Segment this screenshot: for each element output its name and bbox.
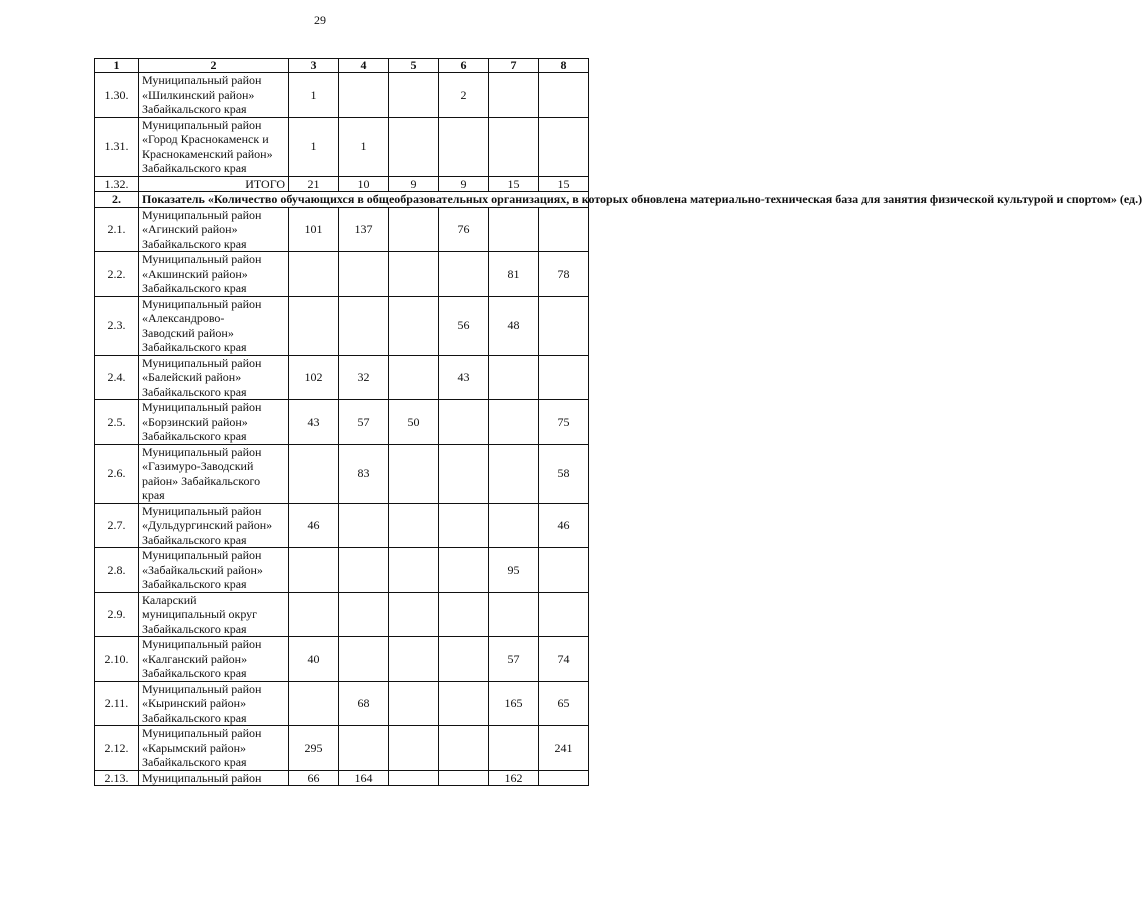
column-header: 1 (95, 59, 139, 73)
table-body (95, 58, 1142, 786)
region-name-line: Забайкальского края (142, 666, 247, 680)
value-cell: 32 (339, 355, 389, 400)
value-cell: 46 (289, 503, 339, 548)
value-cell: 295 (289, 726, 339, 771)
row-number: 2.6. (95, 444, 139, 503)
value-cell (439, 681, 489, 726)
region-name-line: «Дульдургинский район» (142, 518, 273, 532)
value-cell (389, 681, 439, 726)
region-name-line: «Шилкинский район» (142, 87, 255, 102)
region-name-line: «Акшинский район» (142, 266, 248, 281)
row-number: 2.5. (95, 400, 139, 445)
value-cell (389, 637, 439, 682)
region-name-line: «Агинский район» (142, 222, 238, 236)
value-cell (389, 207, 439, 252)
value-cell: 2 (439, 73, 489, 118)
value-cell (439, 726, 489, 771)
value-cell: 78 (539, 252, 589, 297)
value-cell (389, 252, 439, 297)
value-cell (339, 296, 389, 355)
table-row (95, 73, 589, 118)
value-cell: 75 (539, 400, 589, 445)
value-cell: 165 (489, 681, 539, 726)
value-cell: 66 (289, 770, 339, 786)
region-name-line: Муниципальный район (142, 400, 262, 414)
value-cell: 65 (539, 681, 589, 726)
value-cell: 40 (289, 637, 339, 682)
region-name-line: Муниципальный район (142, 117, 262, 132)
row-number: 2.10. (95, 637, 139, 682)
region-name-line: Забайкальского края (142, 621, 247, 636)
region-name-line: Муниципальный район (142, 444, 262, 459)
value-cell (439, 117, 489, 176)
value-cell (439, 252, 489, 297)
value-cell: 1 (289, 117, 339, 176)
value-cell: 1 (339, 117, 389, 176)
value-cell (439, 503, 489, 548)
value-cell (339, 592, 389, 637)
region-name-line: «Газимуро-Заводский (142, 459, 254, 473)
region-name-line: Забайкальского края (142, 340, 247, 354)
value-cell (489, 117, 539, 176)
value-cell: 76 (439, 207, 489, 252)
value-cell (339, 637, 389, 682)
value-cell (539, 548, 589, 593)
region-name (139, 770, 289, 786)
value-cell (289, 252, 339, 297)
value-cell: 81 (489, 252, 539, 297)
region-name-line: Забайкальского края (142, 384, 247, 399)
value-cell (389, 592, 439, 637)
value-cell: 10 (339, 176, 389, 192)
table-row (95, 207, 589, 252)
value-cell: 21 (289, 176, 339, 192)
region-name-line: Муниципальный район (142, 503, 262, 518)
value-cell (439, 444, 489, 503)
value-cell (489, 400, 539, 445)
value-cell: 101 (289, 207, 339, 252)
table-row (95, 592, 589, 637)
value-cell (339, 726, 389, 771)
region-name-line: «Кыринский район» (142, 696, 247, 710)
value-cell: 241 (539, 726, 589, 771)
table-row (95, 637, 589, 682)
row-number: 2.9. (95, 592, 139, 637)
region-name-line: Заводский район» (142, 325, 234, 340)
region-name-line: Муниципальный район (142, 252, 262, 266)
value-cell (389, 503, 439, 548)
value-cell: 58 (539, 444, 589, 503)
table-row (95, 726, 589, 771)
region-name (139, 681, 289, 726)
value-cell (539, 592, 589, 637)
value-cell: 164 (339, 770, 389, 786)
value-cell (439, 548, 489, 593)
region-name (139, 548, 289, 593)
region-name-line: Каларский (142, 592, 197, 607)
row-number: 2.7. (95, 503, 139, 548)
table-row (95, 548, 589, 593)
column-header: 8 (539, 59, 589, 73)
value-cell (289, 444, 339, 503)
row-number: 2.12. (95, 726, 139, 771)
region-name-line: Муниципальный район (142, 681, 262, 696)
section-number: 2. (95, 192, 139, 208)
row-number: 2.11. (95, 681, 139, 726)
row-number: 1.32. (95, 176, 139, 192)
region-name-line: Забайкальского края (142, 710, 247, 725)
value-cell (539, 355, 589, 400)
value-cell (489, 726, 539, 771)
value-cell: 46 (539, 503, 589, 548)
row-number: 2.4. (95, 355, 139, 400)
region-name-line: Муниципальный район (142, 73, 262, 87)
region-name-line: Муниципальный район (142, 770, 262, 785)
table-row (95, 400, 589, 445)
region-name (139, 207, 289, 252)
row-number: 2.1. (95, 207, 139, 252)
region-name-line: Забайкальского края (142, 532, 247, 547)
table-row (95, 503, 589, 548)
column-header: 7 (489, 59, 539, 73)
value-cell (439, 400, 489, 445)
value-cell (439, 592, 489, 637)
row-number: 2.2. (95, 252, 139, 297)
value-cell (489, 207, 539, 252)
section-title: Показатель «Количество обучающихся в общеобразовательных организациях, в которых обновлена материально-техническая база для занятия физической культурой и спортом» (ед.) (139, 192, 589, 208)
value-cell: 50 (389, 400, 439, 445)
page-number: 29 (314, 13, 326, 27)
region-name-line: Забайкальского края (142, 281, 247, 295)
region-name-line: Забайкальского края (142, 429, 247, 443)
value-cell: 15 (489, 176, 539, 192)
value-cell (539, 117, 589, 176)
region-name-line: «Калганский район» (142, 651, 248, 666)
value-cell (339, 252, 389, 297)
total-label: ИТОГО (139, 176, 289, 192)
value-cell (489, 444, 539, 503)
value-cell (539, 207, 589, 252)
row-number: 2.13. (95, 770, 139, 786)
row-number: 2.3. (95, 296, 139, 355)
column-header: 2 (139, 59, 289, 73)
region-name (139, 400, 289, 445)
value-cell (389, 444, 439, 503)
table-row (95, 355, 589, 400)
value-cell: 57 (339, 400, 389, 445)
region-name-line: Муниципальный район (142, 355, 262, 370)
region-name-line: Муниципальный район (142, 207, 262, 222)
value-cell (539, 770, 589, 786)
value-cell: 162 (489, 770, 539, 786)
region-name-line: Забайкальского края (142, 102, 247, 116)
total-row (95, 176, 589, 192)
region-name (139, 637, 289, 682)
table-row (95, 681, 589, 726)
value-cell (389, 726, 439, 771)
table-row (95, 444, 589, 503)
table-row (95, 296, 589, 355)
value-cell (539, 73, 589, 118)
value-cell (289, 681, 339, 726)
column-header: 5 (389, 59, 439, 73)
value-cell: 56 (439, 296, 489, 355)
value-cell (289, 296, 339, 355)
value-cell (389, 73, 439, 118)
value-cell (339, 73, 389, 118)
value-cell (539, 296, 589, 355)
table-row (95, 770, 589, 786)
value-cell: 43 (289, 400, 339, 445)
region-name-line: Муниципальный район (142, 726, 262, 740)
value-cell: 137 (339, 207, 389, 252)
column-header: 3 (289, 59, 339, 73)
value-cell (389, 355, 439, 400)
value-cell (389, 770, 439, 786)
value-cell (489, 592, 539, 637)
value-cell: 83 (339, 444, 389, 503)
data-table (94, 58, 1142, 786)
table-row (95, 117, 589, 176)
row-number: 2.8. (95, 548, 139, 593)
value-cell: 102 (289, 355, 339, 400)
value-cell: 15 (539, 176, 589, 192)
region-name-line: «Забайкальский район» (142, 562, 263, 577)
value-cell: 43 (439, 355, 489, 400)
region-name-line: «Балейский район» (142, 370, 242, 384)
value-cell (289, 548, 339, 593)
region-name (139, 355, 289, 400)
region-name (139, 444, 289, 503)
row-number: 1.31. (95, 117, 139, 176)
value-cell (389, 296, 439, 355)
region-name-line: «Борзинский район» (142, 414, 248, 429)
table-header-row (95, 59, 589, 73)
value-cell: 95 (489, 548, 539, 593)
region-name (139, 726, 289, 771)
column-header: 6 (439, 59, 489, 73)
region-name-line: Забайкальского края (142, 577, 247, 591)
value-cell (489, 355, 539, 400)
value-cell: 9 (439, 176, 489, 192)
column-header: 4 (339, 59, 389, 73)
value-cell: 57 (489, 637, 539, 682)
region-name (139, 503, 289, 548)
region-name (139, 117, 289, 176)
region-name-line: Забайкальского края (142, 161, 247, 175)
region-name-line: Забайкальского края (142, 755, 247, 769)
value-cell (439, 770, 489, 786)
region-name (139, 592, 289, 637)
value-cell: 9 (389, 176, 439, 192)
value-cell (489, 73, 539, 118)
value-cell: 48 (489, 296, 539, 355)
table-row (95, 252, 589, 297)
region-name-line: Муниципальный район (142, 548, 262, 562)
value-cell (439, 637, 489, 682)
value-cell (389, 548, 439, 593)
region-name-line: «Город Краснокаменск и (142, 132, 269, 146)
value-cell (339, 503, 389, 548)
region-name-line: Муниципальный район (142, 637, 262, 651)
region-name-line: Забайкальского края (142, 236, 247, 251)
value-cell: 1 (289, 73, 339, 118)
region-name (139, 252, 289, 297)
region-name-line: Краснокаменский район» (142, 146, 273, 161)
region-name (139, 296, 289, 355)
value-cell (489, 503, 539, 548)
value-cell: 74 (539, 637, 589, 682)
value-cell (389, 117, 439, 176)
region-name-line: муниципальный округ (142, 607, 258, 621)
region-name (139, 73, 289, 118)
value-cell: 68 (339, 681, 389, 726)
row-number: 1.30. (95, 73, 139, 118)
region-name-line: район» Забайкальского (142, 473, 261, 488)
region-name-line: «Александрово- (142, 311, 225, 325)
value-cell (339, 548, 389, 593)
section-row (95, 192, 589, 208)
value-cell (289, 592, 339, 637)
region-name-line: «Карымский район» (142, 740, 246, 755)
region-name-line: Муниципальный район (142, 296, 262, 311)
region-name-line: края (142, 488, 165, 502)
